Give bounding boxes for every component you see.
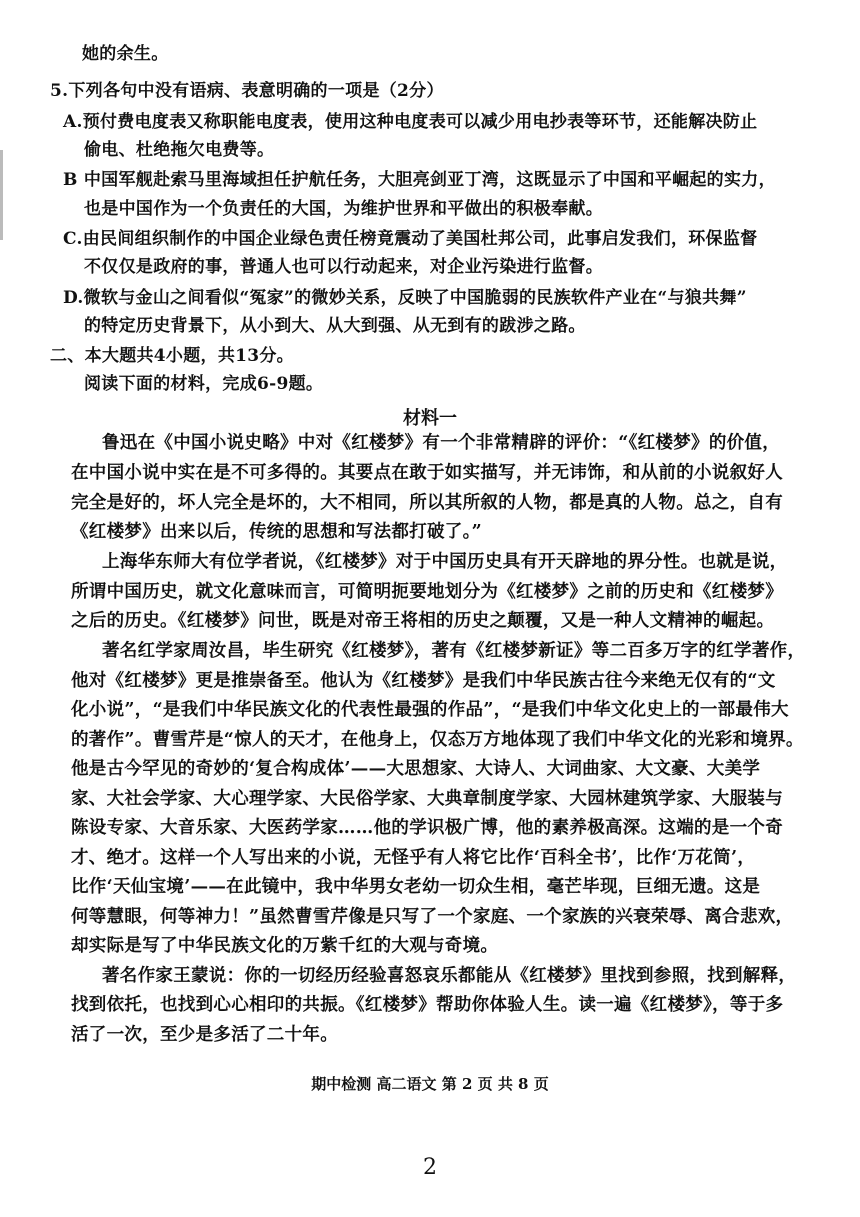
option-a-line-2: 偷电、杜绝拖欠电费等。 [84,140,275,160]
material-line: 活了一次，至少是多活了二十年。 [71,1025,338,1045]
material-line: 家、大社会学家、大心理学家、大民俗学家、大典章制度学家、大园林建筑学家、大服装与 [71,789,783,809]
section-2-instruction: 阅读下面的材料，完成6-9题。 [84,374,324,394]
option-a-line-1: A.预付费电度表又称职能电度表，使用这种电度表可以减少用电抄表等环节，还能解决防止 [63,112,758,132]
material-line: 化小说”，“是我们中华民族文化的代表性最强的作品”，“是我们中华文化史上的一部最伟大 [71,700,789,720]
material-line: 他对《红楼梦》更是推崇备至。他认为《红楼梦》是我们中华民族古往今来绝无仅有的“文 [71,671,776,691]
material-line: 陈设专家、大音乐家、大医药学家……他的学识极广博，他的素养极高深。这端的是一个奇 [71,818,783,838]
material-line: 完全是好的，坏人完全是坏的，大不相同，所以其所叙的人物，都是真的人物。总之，自有 [71,493,783,513]
material-line: 他是古今罕见的奇妙的‘复合构成体’——大思想家、大诗人、大词曲家、大文豪、大美学 [71,759,761,779]
section-2-title: 二、本大题共4小题，共13分。 [50,346,294,366]
option-d-line-2: 的特定历史背景下，从小到大、从大到强、从无到有的跋涉之路。 [84,316,586,336]
material-line: 鲁迅在《中国小说史略》中对《红楼梦》有一个非常精辟的评价：“《红楼梦》的价值， [102,433,781,453]
material-line: 比作‘天仙宝境’——在此镜中，我中华男女老幼一切众生相，毫芒毕现，巨细无遗。这是 [71,877,761,897]
material-line: 著名作家王蒙说：你的一切经历经验喜怒哀乐都能从《红楼梦》里找到参照，找到解释， [102,966,797,986]
scan-edge-mark [0,150,3,240]
material-line: 所谓中国历史，就文化意味而言，可简明扼要地划分为《红楼梦》之前的历史和《红楼梦》 [71,582,783,602]
page-footer: 期中检测 高二语文 第 2 页 共 8 页 [311,1075,549,1093]
material-heading: 材料一 [403,408,457,429]
option-c-line-2: 不仅仅是政府的事，普通人也可以行动起来，对企业污染进行监督。 [84,257,603,277]
material-line: 却实际是写了中华民族文化的万紫千红的大观与奇境。 [71,936,499,956]
material-line: 何等慧眼，何等神力！”虽然曹雪芹像是只写了一个家庭、一个家族的兴衰荣辱、离合悲欢， [71,907,794,927]
option-c-line-1: C.由民间组织制作的中国企业绿色责任榜竟震动了美国杜邦公司，此事启发我们，环保监督 [63,229,758,249]
option-d-line-1: D.微软与金山之间看似“冤家”的微妙关系，反映了中国脆弱的民族软件产业在“与狼共舞” [63,288,747,308]
material-line: 著名红学家周汝昌，毕生研究《红楼梦》，著有《红楼梦新证》等二百多万字的红学著作， [102,641,806,661]
material-line: 之后的历史。《红楼梦》问世，既是对帝王将相的历史之颠覆，又是一种人文精神的崛起。 [71,611,775,631]
material-line: 上海华东师大有位学者说，《红楼梦》对于中国历史具有开天辟地的界分性。也就是说， [102,552,788,572]
material-line: 在中国小说中实在是不可多得的。其要点在敢于如实描写，并无讳饰，和从前的小说叙好人 [71,463,783,483]
page-number: 2 [423,1155,437,1180]
material-line: 的著作”。曹雪芹是“惊人的天才，在他身上，仅态万方地体现了我们中华文化的光彩和境界。 [71,730,804,750]
material-line: 找到依托，也找到心心相印的共振。《红楼梦》帮助你体验人生。读一遍《红楼梦》，等于多 [71,995,784,1015]
material-line: 《红楼梦》出来以后，传统的思想和写法都打破了。” [71,522,483,542]
option-b-line-1: B 中国军舰赴索马里海域担任护航任务，大胆亮剑亚丁湾，这既显示了中国和平崛起的实力， [63,170,776,190]
question-5-stem: 5.下列各句中没有语病、表意明确的一项是（2分） [50,81,444,101]
previous-question-tail: 她的余生。 [82,44,169,64]
option-b-line-2: 也是中国作为一个负责任的大国，为维护世界和平做出的积极奉献。 [84,199,603,219]
material-line: 才、绝才。这样一个人写出来的小说，无怪乎有人将它比作‘百科全书’，比作‘万花筒’， [71,848,756,868]
